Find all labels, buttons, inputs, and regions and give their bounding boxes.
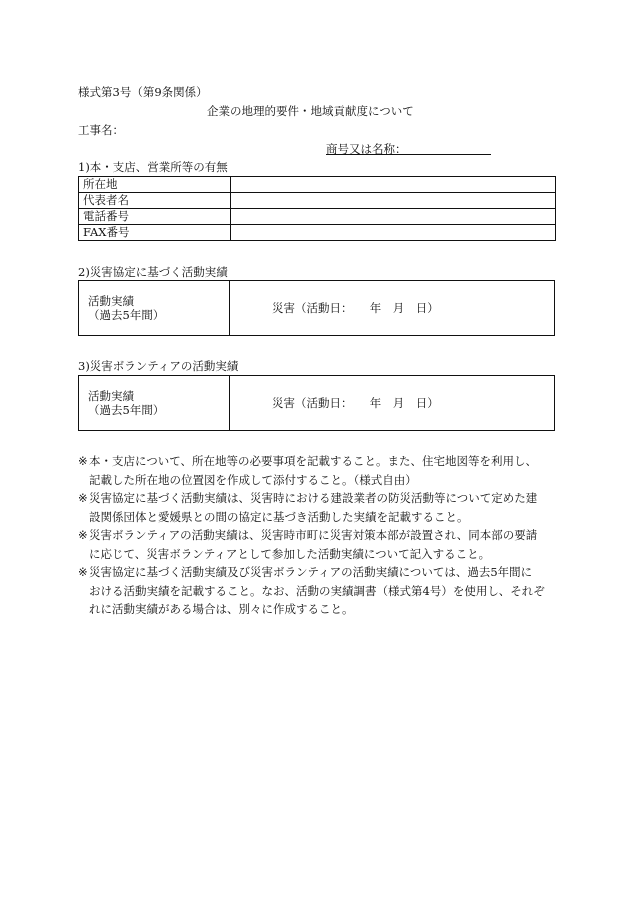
note-mark: ※ (78, 528, 88, 542)
note-line: 記載した所在地の位置図を作成して添付すること。（様式自由） (89, 472, 417, 487)
notes-list (78, 452, 558, 619)
note-item (78, 563, 558, 619)
note-line: 災害協定に基づく活動実績及び災害ボランティアの活動実績については、過去5年間に (89, 565, 533, 579)
table-row (79, 177, 556, 193)
note-item (78, 489, 558, 526)
note-line: に応じて、災害ボランティアとして参加した活動実績について記入すること。 (89, 546, 491, 561)
note-line: おける活動実績を記載すること。なお、活動の実績調書（様式第4号）を使用し、それぞ (89, 583, 545, 598)
activity-period-label: （過去5年間） (88, 403, 165, 417)
row-label-phone: 電話番号 (79, 209, 231, 225)
note-line: 本・支店について、所在地等の必要事項を記載すること。また、住宅地図等を利用し、 (89, 454, 538, 468)
table-row (79, 193, 556, 209)
box-divider (229, 281, 230, 335)
table-row (79, 225, 556, 241)
activity-period-label: （過去5年間） (88, 308, 165, 322)
section2-heading: 2)災害協定に基づく活動実績 (78, 265, 228, 279)
disaster-agreement-activity-box (78, 280, 555, 336)
office-table (78, 176, 556, 241)
activity-label: 活動実績 (88, 294, 134, 308)
representative-field[interactable] (231, 193, 556, 209)
row-label-representative: 代表者名 (79, 193, 231, 209)
note-line: 災害協定に基づく活動実績は、災害時における建設業者の防災活動等について定めた建 (89, 491, 538, 505)
volunteer-activity-date-field[interactable]: 災害（活動日： 年 月 日） (272, 396, 439, 410)
note-line: 設関係団体と愛媛県との間の協定に基づき活動した実績を記載すること。 (89, 509, 469, 524)
fax-field[interactable] (231, 225, 556, 241)
disaster-activity-date-field[interactable]: 災害（活動日： 年 月 日） (272, 301, 439, 315)
note-line: れに活動実績がある場合は、別々に作成すること。 (89, 602, 354, 616)
company-name-underline (326, 154, 491, 155)
note-item (78, 526, 558, 563)
form-number: 様式第3号（第9条関係） (78, 85, 208, 99)
section3-heading: 3)災害ボランティアの活動実績 (78, 359, 239, 373)
document-title: 企業の地理的要件・地域貢献度について (207, 104, 414, 118)
address-field[interactable] (231, 177, 556, 193)
box-divider (229, 376, 230, 430)
volunteer-activity-box (78, 375, 555, 431)
note-mark: ※ (78, 454, 88, 468)
note-mark: ※ (78, 491, 88, 505)
note-mark: ※ (78, 565, 88, 579)
section1-heading: 1)本・支店、営業所等の有無 (78, 160, 228, 174)
row-label-fax: FAX番号 (79, 225, 231, 241)
work-name-label: 工事名： (78, 123, 124, 137)
note-item (78, 452, 558, 489)
row-label-address: 所在地 (79, 177, 231, 193)
table-row (79, 209, 556, 225)
activity-label: 活動実績 (88, 389, 134, 403)
note-line: 災害ボランティアの活動実績は、災害時市町に災害対策本部が設置され、同本部の要請 (89, 528, 538, 542)
company-name-label: 商号又は名称： (326, 142, 407, 156)
phone-field[interactable] (231, 209, 556, 225)
